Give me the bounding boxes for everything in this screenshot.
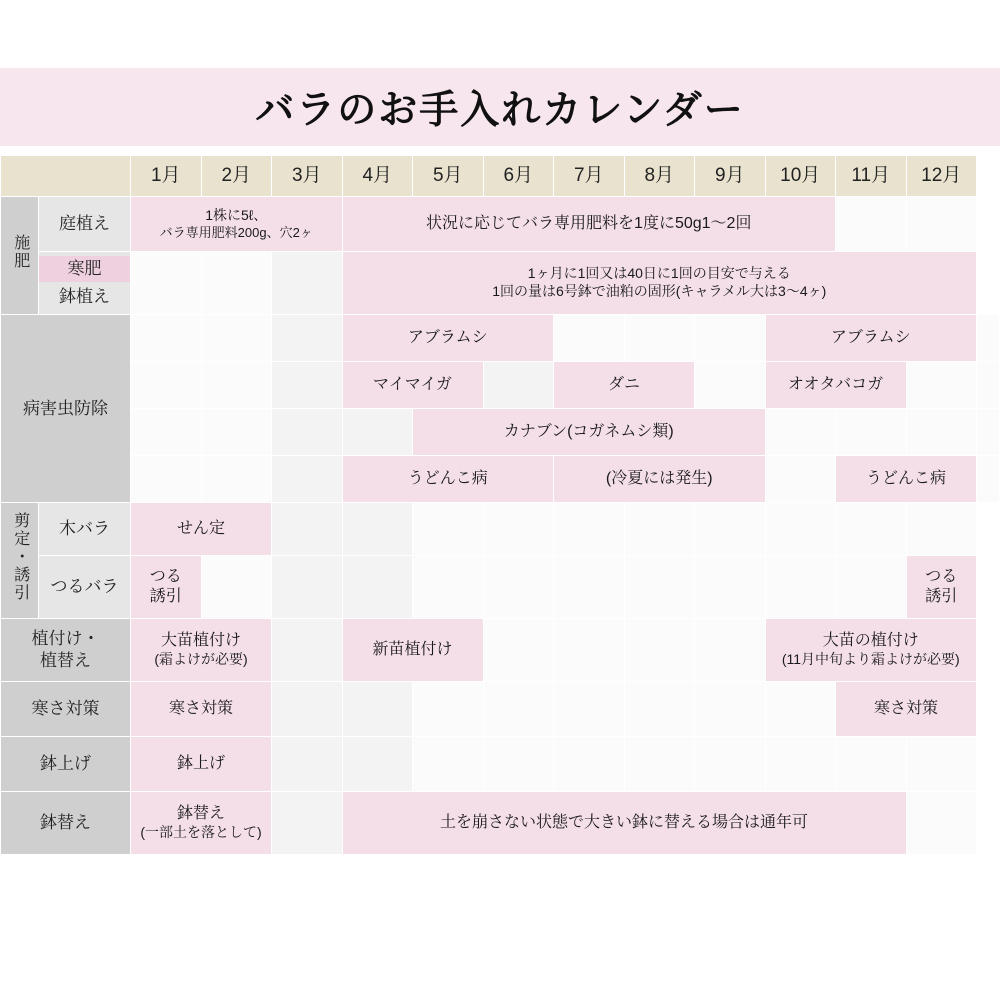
cell-empty xyxy=(131,409,202,456)
cell-empty xyxy=(695,682,766,737)
cell-text-line2: 1回の量は6号鉢で油粕の固形(キャラメル大は3～4ヶ) xyxy=(492,283,827,299)
cell-text-line2: (一部土を落として) xyxy=(140,824,262,841)
month-header-1: 1月 xyxy=(131,156,202,197)
cell-empty xyxy=(554,315,625,362)
cell-empty xyxy=(131,456,202,503)
cell-empty xyxy=(483,682,554,737)
cell-empty xyxy=(342,682,413,737)
cell-empty xyxy=(272,503,343,556)
cell-empty xyxy=(836,556,907,619)
cell-empty xyxy=(272,682,343,737)
cell-planting-oonae-winter xyxy=(131,619,272,682)
cell-empty xyxy=(272,362,343,409)
cell-text-line2: 誘引 xyxy=(149,588,182,605)
cell-empty xyxy=(695,362,766,409)
table-header-row xyxy=(1,156,1000,197)
cell-text-line1: つる xyxy=(925,567,958,585)
cell-pest-udonko-autumn: うどんこ病 xyxy=(836,456,977,503)
month-header-8: 8月 xyxy=(624,156,695,197)
row-label-fertilizer-garden: 庭植え xyxy=(39,197,131,252)
row-label-pest: 病害虫防除 xyxy=(1,315,131,503)
cell-empty xyxy=(201,362,272,409)
cell-empty xyxy=(906,737,977,792)
cell-empty xyxy=(483,737,554,792)
cell-empty xyxy=(695,737,766,792)
cell-empty xyxy=(131,315,202,362)
cell-pest-udonko-spring: うどんこ病 xyxy=(342,456,554,503)
month-header-11: 11月 xyxy=(836,156,907,197)
cell-empty xyxy=(342,503,413,556)
cell-prune-sentei: せん定 xyxy=(131,503,272,556)
cell-text-line1: 大苗の植付け xyxy=(822,631,919,649)
table-row xyxy=(1,197,1000,252)
cell-empty xyxy=(272,556,343,619)
cell-empty xyxy=(483,362,554,409)
cell-empty xyxy=(695,503,766,556)
cell-empty xyxy=(342,737,413,792)
cell-empty xyxy=(554,619,625,682)
cell-empty xyxy=(201,252,272,315)
cell-empty xyxy=(483,556,554,619)
row-label-repotting: 鉢替え xyxy=(1,792,131,855)
row-label-line2: 植替え xyxy=(40,651,91,670)
cell-empty xyxy=(765,503,836,556)
cell-text-line1: つる xyxy=(149,567,182,585)
cell-empty xyxy=(695,619,766,682)
cell-text-line1: 鉢替え xyxy=(176,804,225,822)
cell-repot-allyear: 土を崩さない状態で大きい鉢に替える場合は通年可 xyxy=(342,792,906,855)
cell-empty xyxy=(131,252,202,315)
table-row xyxy=(1,456,1000,503)
cell-empty xyxy=(695,556,766,619)
cell-empty xyxy=(906,197,977,252)
cell-text-line2: (11月中旬より霜よけが必要) xyxy=(781,651,960,668)
cell-empty xyxy=(906,409,977,456)
cell-empty xyxy=(977,362,1000,409)
month-header-10: 10月 xyxy=(765,156,836,197)
cell-prune-tsuru-dec xyxy=(906,556,977,619)
cell-fert-pot xyxy=(342,252,977,315)
cell-empty xyxy=(977,456,1000,503)
cell-empty xyxy=(201,456,272,503)
cell-empty xyxy=(906,792,977,855)
page-title: バラのお手入れカレンダー xyxy=(255,89,745,132)
month-header-12: 12月 xyxy=(906,156,977,197)
cell-text-line2: バラ専用肥料200g、穴2ヶ xyxy=(159,224,313,240)
cell-empty xyxy=(483,503,554,556)
cell-pest-aphid-spring: アブラムシ xyxy=(342,315,554,362)
cell-pest-udonko-note: (冷夏には発生) xyxy=(554,456,766,503)
cell-text-line2: (霜よけが必要) xyxy=(154,651,248,668)
month-header-2: 2月 xyxy=(201,156,272,197)
cell-empty xyxy=(131,362,202,409)
month-header-4: 4月 xyxy=(342,156,413,197)
cell-text-line2: 誘引 xyxy=(925,588,958,605)
cell-empty xyxy=(836,409,907,456)
cell-empty xyxy=(272,456,343,503)
cell-pest-kanabun: カナブン(コガネムシ類) xyxy=(413,409,766,456)
cell-empty xyxy=(483,619,554,682)
cell-empty xyxy=(765,682,836,737)
cell-empty xyxy=(906,362,977,409)
cell-empty xyxy=(272,792,343,855)
title-banner xyxy=(0,68,1000,146)
month-header-7: 7月 xyxy=(554,156,625,197)
cell-repot-winter xyxy=(131,792,272,855)
cell-empty xyxy=(977,315,1000,362)
month-header-9: 9月 xyxy=(695,156,766,197)
cell-empty xyxy=(977,409,1000,456)
cell-planting-oonae-autumn xyxy=(765,619,977,682)
cell-empty xyxy=(554,737,625,792)
row-label-cold-protection: 寒さ対策 xyxy=(1,682,131,737)
cell-empty xyxy=(836,197,907,252)
cell-pest-aphid-autumn: アブラムシ xyxy=(765,315,977,362)
table-row xyxy=(1,362,1000,409)
cell-empty xyxy=(765,456,836,503)
cell-text-line1: 大苗植付け xyxy=(160,631,241,649)
cell-empty xyxy=(624,737,695,792)
cell-empty xyxy=(765,556,836,619)
table-row xyxy=(1,619,1000,682)
cell-empty xyxy=(695,315,766,362)
cell-empty xyxy=(624,503,695,556)
cell-pest-ootabakoga: オオタバコガ xyxy=(765,362,906,409)
cell-cold-winter: 寒さ対策 xyxy=(131,682,272,737)
cell-prune-tsuru-jan xyxy=(131,556,202,619)
header-corner xyxy=(1,156,131,197)
cell-pest-maimaiga: マイマイガ xyxy=(342,362,483,409)
row-label-fertilizer: 施肥 xyxy=(1,197,39,315)
month-header-3: 3月 xyxy=(272,156,343,197)
table-row xyxy=(1,682,1000,737)
cell-empty xyxy=(554,556,625,619)
cell-empty xyxy=(342,556,413,619)
cell-empty xyxy=(624,556,695,619)
table-row xyxy=(1,315,1000,362)
cell-empty xyxy=(342,409,413,456)
cell-empty xyxy=(765,409,836,456)
row-label-climbing-rose: つるバラ xyxy=(39,556,131,619)
cell-empty xyxy=(272,315,343,362)
cell-empty xyxy=(201,556,272,619)
cell-empty xyxy=(272,409,343,456)
row-label-fertilizer-pot: 寒肥 鉢植え xyxy=(39,252,131,315)
cell-empty xyxy=(624,619,695,682)
cell-fert-garden-right: 状況に応じてバラ専用肥料を1度に50g1～2回 xyxy=(342,197,836,252)
cell-text-line1: 1株に5ℓ、 xyxy=(205,206,268,223)
cell-text-line1: 1ヶ月に1回又は40日に1回の目安で与える xyxy=(527,265,791,282)
cell-empty xyxy=(272,737,343,792)
cell-empty xyxy=(413,556,484,619)
cell-empty xyxy=(413,737,484,792)
cell-empty xyxy=(201,409,272,456)
row-label-tree-rose: 木バラ xyxy=(39,503,131,556)
table-row xyxy=(1,503,1000,556)
cell-empty xyxy=(272,252,343,315)
cell-empty xyxy=(272,619,343,682)
cell-empty xyxy=(624,315,695,362)
cell-pest-dani: ダニ xyxy=(554,362,695,409)
cell-empty xyxy=(554,682,625,737)
cell-empty xyxy=(836,737,907,792)
care-calendar-table xyxy=(0,155,1000,855)
month-header-6: 6月 xyxy=(483,156,554,197)
kanpi-label: 寒肥 xyxy=(39,256,130,282)
cell-empty xyxy=(413,682,484,737)
table-row xyxy=(1,409,1000,456)
table-row xyxy=(1,737,1000,792)
cell-fert-garden-left xyxy=(131,197,343,252)
cell-empty xyxy=(413,503,484,556)
cell-empty xyxy=(554,503,625,556)
cell-empty xyxy=(624,682,695,737)
cell-empty xyxy=(906,503,977,556)
row-label-potting-up: 鉢上げ xyxy=(1,737,131,792)
cell-potup: 鉢上げ xyxy=(131,737,272,792)
cell-empty xyxy=(765,737,836,792)
row-label-pruning: 剪定・誘引 xyxy=(1,503,39,619)
month-header-5: 5月 xyxy=(413,156,484,197)
table-row xyxy=(1,556,1000,619)
cell-cold-late-autumn: 寒さ対策 xyxy=(836,682,977,737)
row-label-line1: 植付け・ xyxy=(31,629,100,649)
cell-planting-shinnae: 新苗植付け xyxy=(342,619,483,682)
cell-empty xyxy=(836,503,907,556)
cell-empty xyxy=(201,315,272,362)
table-row xyxy=(1,792,1000,855)
table-row xyxy=(1,252,1000,315)
row-label-planting xyxy=(1,619,131,682)
